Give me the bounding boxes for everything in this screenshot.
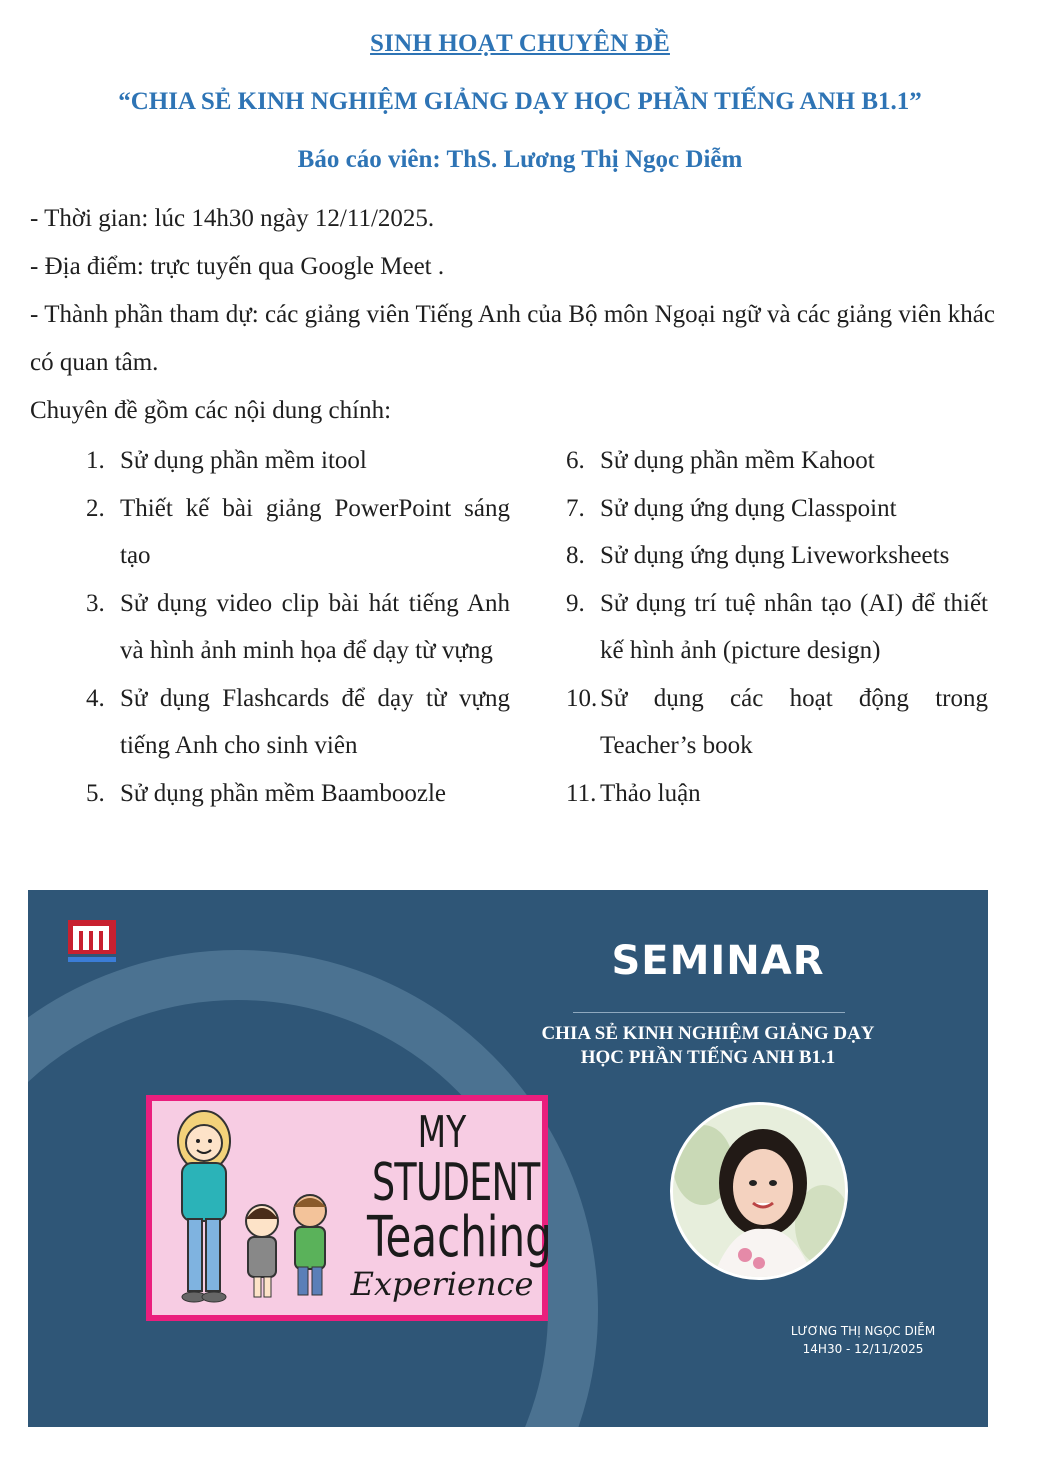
list-item [566,485,988,533]
list-item [86,770,510,818]
list-item [86,437,510,485]
item-text: Sử dụng ứng dụng Liveworksheets [600,542,950,569]
item-text: Sử dụng phần mềm itool [120,447,367,474]
card-text-my: MY [417,1107,467,1158]
item-number: 7. [566,494,585,522]
list-item [86,675,510,770]
slide-title [508,1022,908,1070]
item-number: 6. [566,447,585,474]
item-number: 1. [86,447,105,474]
presenter-name: LƯƠNG THỊ NGỌC DIỄM [790,1324,936,1338]
card-text-teaching: Teaching [367,1205,552,1270]
school-logo-icon [68,920,116,964]
info-time: - Thời gian: lúc 14h30 ngày 12/11/2025. [30,205,435,232]
info-participants: - Thành phần tham dự: các giảng viên Tiếng Anh của Bộ môn Ngoại ngữ và các giảng viên khác có quan tâm. [30,301,995,376]
presenter-date: 14H30 - 12/11/2025 [802,1342,924,1356]
info-contents-intro: Chuyên đề gồm các nội dung chính: [30,397,392,424]
item-text: Sử dụng phần mềm Kahoot [600,447,875,474]
presenter-photo [673,1105,845,1277]
topics-list-right [566,437,988,817]
item-number: 10. [566,684,598,712]
document-subtitle: “CHIA SẺ KINH NGHIỆM GIẢNG DẠY HỌC PHẦN TIẾNG ANH B1.1” [118,88,922,115]
info-place: - Địa điểm: trực tuyến qua Google Meet . [30,253,445,280]
reporter-line: Báo cáo viên: ThS. Lương Thị Ngọc Diễm [297,146,743,173]
cartoon-students-illustration [152,1101,342,1315]
document-title: SINH HOẠT CHUYÊN ĐỀ [370,30,670,57]
card-text-experience: Experience [350,1265,534,1303]
list-item [86,580,510,675]
list-item [566,532,988,580]
item-number: 9. [566,589,585,617]
seminar-slide-image [28,890,988,1427]
item-number: 4. [86,684,105,712]
item-text: Thảo luận [600,779,701,807]
item-text: Sử dụng phần mềm Baamboozle [120,779,446,807]
card-text-student: STUDENT [372,1153,540,1213]
item-number: 5. [86,779,105,807]
student-teaching-card [146,1095,552,1321]
item-text: Sử dụng trí tuệ nhân tạo (AI) để thiết kế hình ảnh (picture design) [600,589,988,664]
item-number: 3. [86,589,105,617]
list-item [566,675,988,770]
slide-divider [573,1012,845,1013]
item-text: Sử dụng video clip bài hát tiếng Anh và hình ảnh minh họa để dạy từ vựng [120,589,510,664]
slide-title-line: CHIA SẺ KINH NGHIỆM GIẢNG DẠY [541,1023,875,1044]
slide-heading: SEMINAR [611,938,825,984]
list-item [566,770,988,818]
info-block [30,195,995,435]
item-text: Thiết kế bài giảng PowerPoint sáng tạo [120,494,510,569]
list-item [86,485,510,580]
list-item [566,437,988,485]
item-number: 11. [566,779,597,807]
slide-title-line: HỌC PHẦN TIẾNG ANH B1.1 [580,1047,836,1068]
item-number: 2. [86,494,105,522]
presenter-portrait [670,1102,848,1280]
list-item [566,580,988,675]
item-text: Sử dụng các hoạt động trong Teacher’s book [600,684,988,759]
item-text: Sử dụng ứng dụng Classpoint [600,494,897,522]
topics-list-left [86,437,510,817]
item-number: 8. [566,542,585,569]
item-text: Sử dụng Flashcards để dạy từ vựng tiếng Anh cho sinh viên [120,684,510,759]
presenter-info [758,1322,968,1358]
